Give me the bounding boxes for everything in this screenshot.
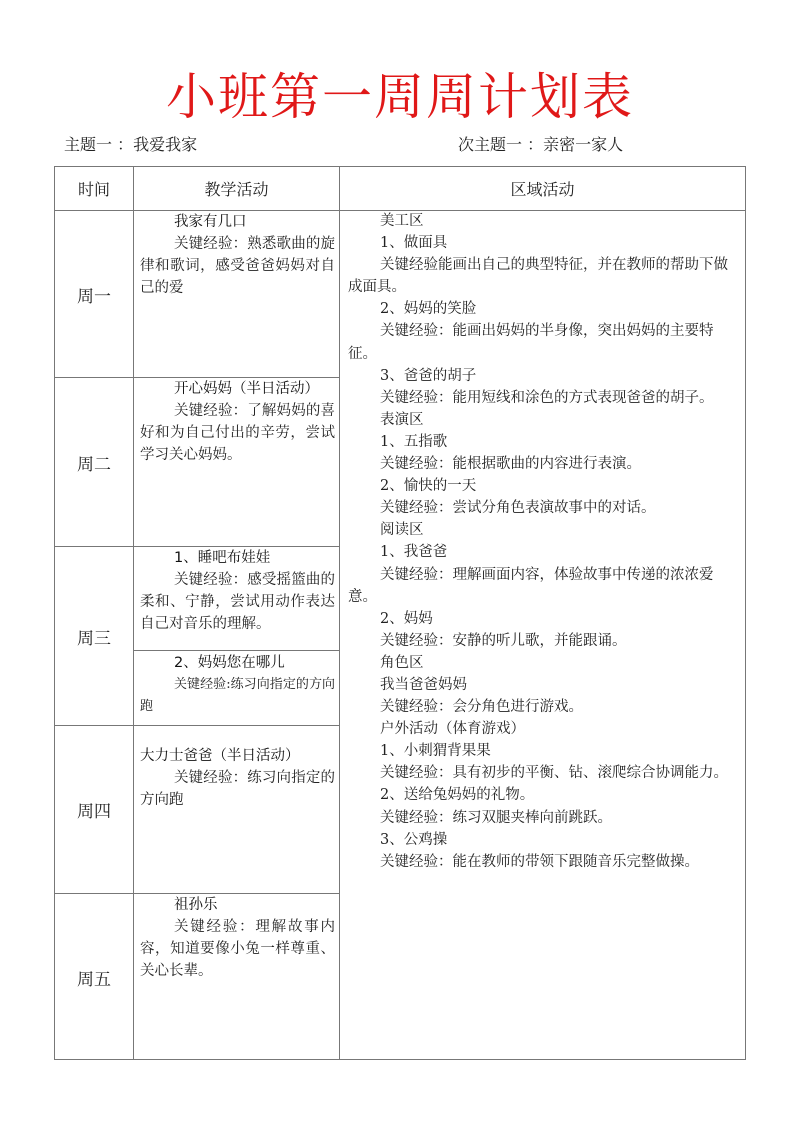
activity-title: 大力士爸爸（半日活动） (140, 748, 300, 764)
activity-desc: 关键经验：熟悉歌曲的旋律和歌词，感受爸爸妈妈对自己的爱 (140, 236, 335, 296)
area-heading: 阅读区 (380, 522, 424, 539)
area-key-experience: 关键经验：练习双腿夹棒向前跳跃。 (380, 809, 612, 826)
area-item: 2、妈妈的笑脸 (380, 301, 477, 318)
area-heading: 户外活动（体育游戏） (380, 721, 525, 738)
activity-thursday (134, 745, 339, 811)
area-item: 2、愉快的一天 (380, 478, 477, 495)
activity-wednesday-1 (134, 547, 339, 635)
activity-desc: 关键经验：感受摇篮曲的柔和、宁静，尝试用动作表达自己对音乐的理解。 (140, 572, 335, 632)
area-key-experience: 关键经验：尝试分角色表演故事中的对话。 (380, 500, 656, 517)
day-tuesday: 周二 (77, 454, 111, 475)
activity-desc: 关键经验：练习向指定的方向跑 (140, 770, 335, 808)
day-thursday: 周四 (77, 802, 111, 822)
activity-monday (134, 211, 339, 299)
activity-title: 祖孙乐 (174, 897, 218, 913)
area-heading: 表演区 (380, 411, 424, 428)
area-item: 1、我爸爸 (380, 544, 448, 561)
day-friday: 周五 (77, 969, 111, 990)
area-key-experience: 关键经验：具有初步的平衡、钻、滚爬综合协调能力。 (380, 765, 728, 782)
header-teaching: 教学活动 (204, 180, 269, 199)
row-divider (133, 650, 340, 651)
area-item: 我当爸爸妈妈 (380, 676, 467, 693)
area-activities (340, 210, 745, 873)
page-title: 小班第一周周计划表 (166, 68, 634, 126)
activity-desc: 关键经验:练习向指定的方向跑 (140, 677, 335, 714)
activity-wednesday-2 (134, 652, 339, 718)
activity-title: 开心妈妈（半日活动） (174, 381, 319, 397)
area-item: 1、做面具 (380, 235, 448, 252)
activity-friday (134, 894, 339, 982)
area-item: 3、爸爸的胡子 (380, 367, 477, 384)
main-theme: 主题一 ：我爱我家 (64, 135, 198, 154)
header-area: 区域活动 (510, 180, 575, 199)
area-heading: 角色区 (380, 654, 424, 671)
day-monday: 周一 (77, 286, 111, 307)
activity-title: 我家有几口 (174, 214, 247, 230)
area-key-experience: 关键经验：能根据歌曲的内容进行表演。 (380, 456, 641, 473)
area-item: 2、妈妈 (380, 610, 433, 627)
area-key-experience: 关键经验：理解画面内容，体验故事中传递的浓浓爱意。 (348, 566, 714, 605)
area-key-experience: 关键经验能画出自己的典型特征，并在教师的帮助下做成面具。 (348, 257, 728, 296)
area-item: 2、送给兔妈妈的礼物。 (380, 787, 535, 804)
activity-desc: 关键经验：理解故事内容，知道要像小兔一样尊重、关心长辈。 (140, 919, 335, 979)
area-item: 1、小刺猬背果果 (380, 743, 491, 760)
weekly-plan-table (54, 166, 746, 1060)
area-item: 1、五指歌 (380, 433, 448, 450)
header-time: 时间 (77, 180, 110, 199)
area-key-experience: 关键经验：能画出妈妈的半身像，突出妈妈的主要特征。 (348, 323, 714, 362)
area-heading: 美工区 (380, 213, 424, 229)
activity-desc: 关键经验：了解妈妈的喜好和为自己付出的辛劳，尝试学习关心妈妈。 (140, 403, 335, 463)
sub-theme: 次主题一 ：亲密一家人 (458, 135, 624, 154)
area-key-experience: 关键经验：能在教师的带领下跟随音乐完整做操。 (380, 853, 699, 870)
activity-title: 2、妈妈您在哪儿 (174, 655, 285, 671)
area-key-experience: 关键经验：会分角色进行游戏。 (380, 699, 583, 716)
area-key-experience: 关键经验：安静的听儿歌，并能跟诵。 (380, 632, 627, 649)
day-wednesday: 周三 (77, 628, 111, 649)
area-item: 3、公鸡操 (380, 831, 448, 848)
activity-tuesday (134, 378, 339, 466)
area-key-experience: 关键经验：能用短线和涂色的方式表现爸爸的胡子。 (380, 389, 714, 406)
activity-title: 1、睡吧布娃娃 (174, 550, 271, 566)
